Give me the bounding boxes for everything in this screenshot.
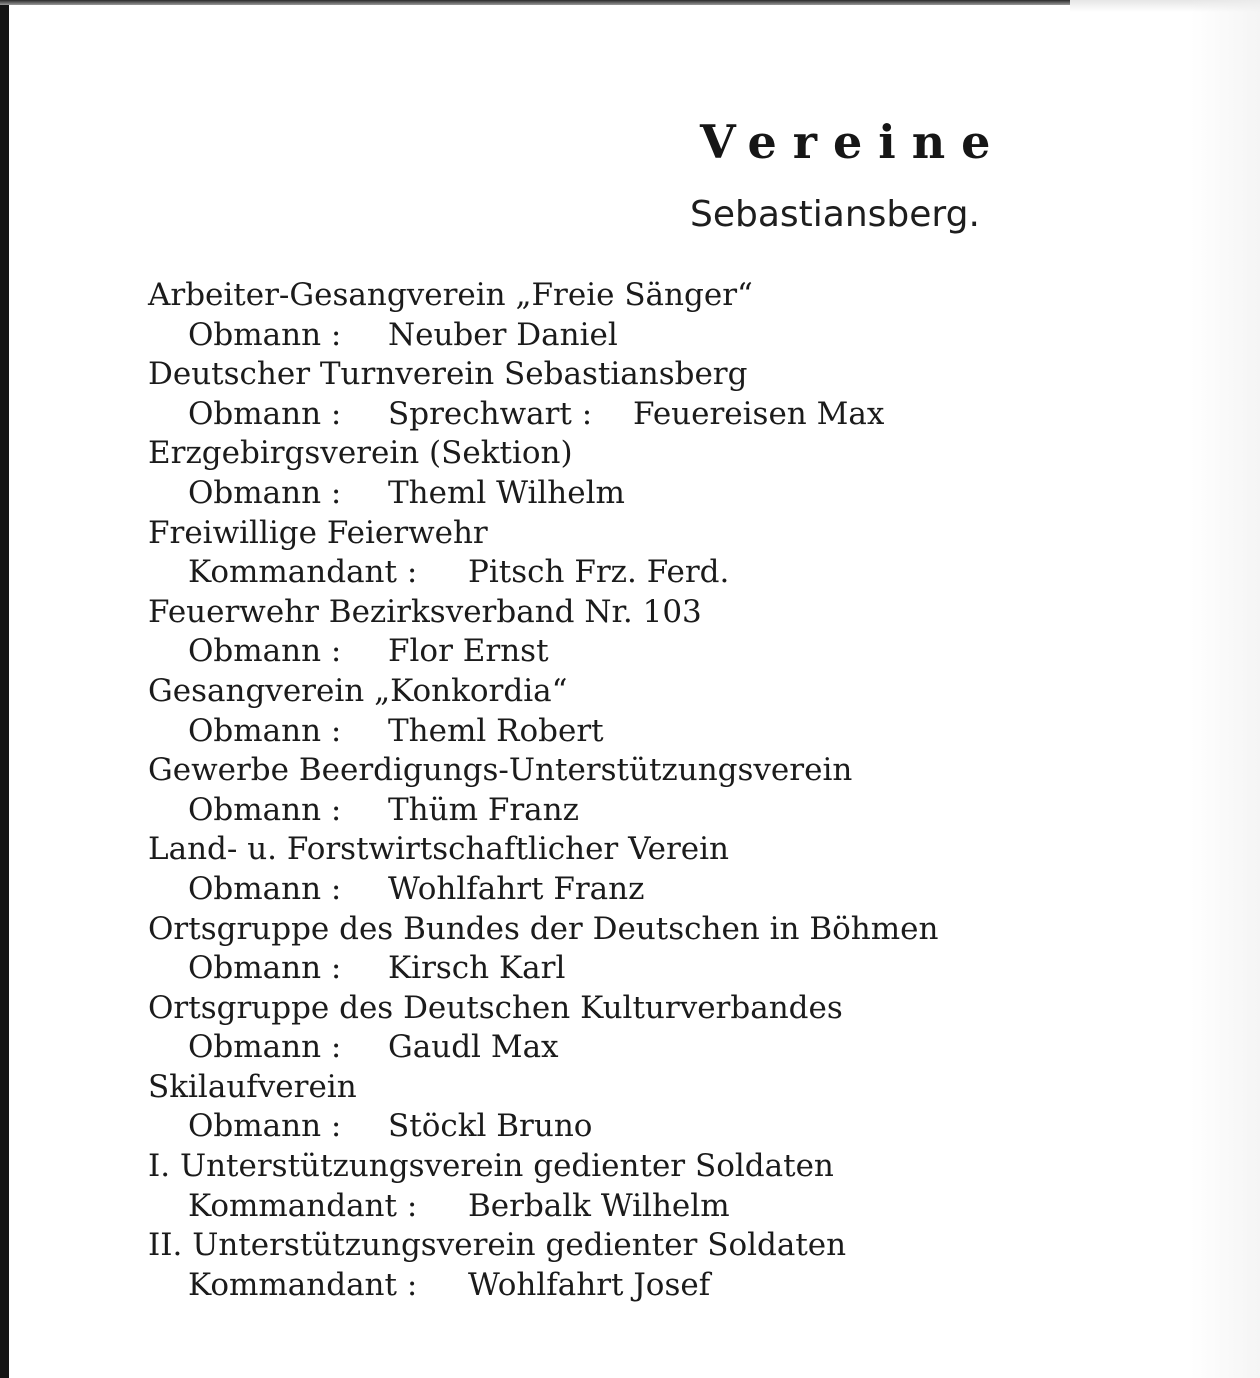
- association-name: Land- u. Forstwirtschaftlicher Verein: [148, 831, 730, 868]
- officer-name: Wohlfahrt Josef: [468, 1266, 711, 1303]
- association-name: Erzgebirgsverein (Sektion): [148, 435, 573, 472]
- officer-name: Neuber Daniel: [388, 316, 618, 353]
- association-name: I. Unterstützungsverein gedienter Soldaten: [148, 1148, 834, 1185]
- association-name: Gesangverein „Konkordia“: [148, 672, 568, 709]
- association-name: Deutscher Turnverein Sebastiansberg: [148, 356, 748, 393]
- officer-role: Obmann :: [188, 633, 342, 670]
- association-name: II. Unterstützungsverein gedienter Soldaten: [148, 1227, 847, 1264]
- officer-name: Feuereisen Max: [633, 395, 885, 432]
- association-officer: [148, 474, 1148, 514]
- officer-name: Flor Ernst: [388, 633, 549, 670]
- association-officer: [148, 395, 1148, 435]
- officer-role: Obmann :: [188, 1029, 342, 1066]
- association-officer: [148, 1028, 1148, 1068]
- association-name: Ortsgruppe des Deutschen Kulturverbandes: [148, 989, 843, 1026]
- page-subtitle: Sebastiansberg.: [690, 194, 980, 235]
- officer-name: Thüm Franz: [388, 791, 579, 828]
- association-officer: [148, 1107, 1148, 1147]
- association-name: Skilaufverein: [148, 1068, 357, 1105]
- officer-role: Obmann :: [188, 712, 342, 749]
- officer-name: Kirsch Karl: [388, 950, 566, 987]
- officer-sub-role: Sprechwart :: [388, 395, 593, 432]
- officer-name: Theml Wilhelm: [388, 474, 625, 511]
- association-officer: [148, 1266, 1148, 1306]
- association-officer: [148, 791, 1148, 831]
- association-officer: [148, 632, 1148, 672]
- officer-role: Obmann :: [188, 316, 342, 353]
- scan-top-edge: [0, 0, 1070, 5]
- association-name: Freiwillige Feierwehr: [148, 514, 488, 551]
- association-officer: [148, 1187, 1148, 1227]
- page-title: Vereine: [700, 115, 1007, 169]
- officer-role: Kommandant :: [188, 1187, 418, 1224]
- association-name: Arbeiter-Gesangverein „Freie Sänger“: [148, 277, 753, 313]
- association-officer: [148, 949, 1148, 989]
- association-officer: [148, 712, 1148, 752]
- officer-name: Stöckl Bruno: [388, 1108, 593, 1145]
- officer-name: Wohlfahrt Franz: [388, 870, 645, 907]
- association-officer: [148, 870, 1148, 910]
- officer-role: Kommandant :: [188, 1266, 418, 1303]
- association-name: Gewerbe Beerdigungs-Unterstützungsverein: [148, 752, 853, 789]
- association-list: [148, 276, 1148, 1305]
- association-name: Ortsgruppe des Bundes der Deutschen in Böhmen: [148, 910, 939, 947]
- association-name: Feuerwehr Bezirksverband Nr. 103: [148, 593, 702, 630]
- association-officer: [148, 316, 1148, 356]
- officer-role: Obmann :: [188, 395, 342, 432]
- officer-role: Obmann :: [188, 1108, 342, 1145]
- officer-role: Obmann :: [188, 950, 342, 987]
- scan-right-shade: [1190, 0, 1260, 1378]
- officer-name: Berbalk Wilhelm: [468, 1187, 730, 1224]
- officer-role: Obmann :: [188, 791, 342, 828]
- officer-role: Obmann :: [188, 870, 342, 907]
- officer-role: Kommandant :: [188, 554, 418, 591]
- officer-name: Pitsch Frz. Ferd.: [468, 554, 730, 591]
- scan-left-edge: [0, 0, 9, 1378]
- association-officer: [148, 553, 1148, 593]
- officer-role: Obmann :: [188, 474, 342, 511]
- officer-name: Gaudl Max: [388, 1029, 559, 1066]
- officer-name: Theml Robert: [388, 712, 604, 749]
